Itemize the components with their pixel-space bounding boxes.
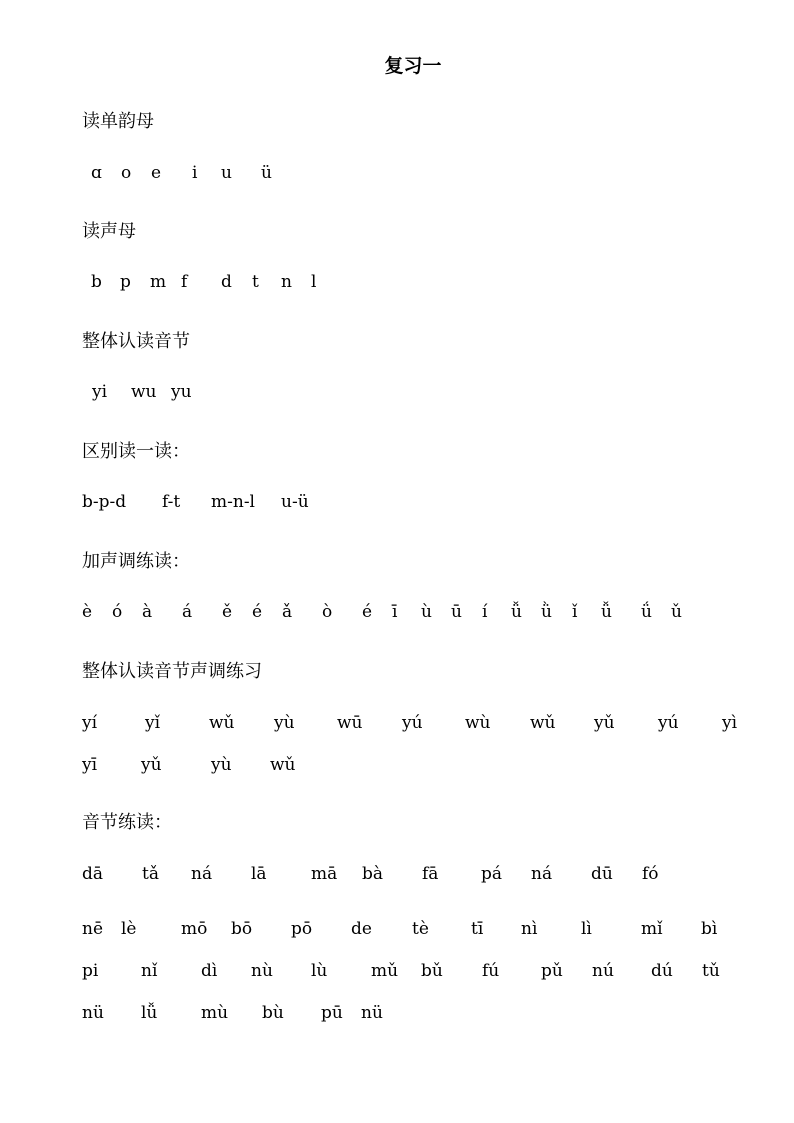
- final-item: i: [192, 163, 198, 183]
- page-title: 复习一: [384, 55, 442, 77]
- practice-item: mā: [311, 864, 338, 884]
- section-heading-whole-syllable-tones: 整体认读音节声调练习: [82, 661, 262, 682]
- practice-item: lè: [121, 919, 137, 939]
- practice-item: tǎ: [142, 864, 159, 884]
- initial-item: l: [311, 272, 317, 292]
- distinguish-item: f-t: [162, 492, 181, 512]
- section-heading-tones: 加声调练读：: [82, 551, 190, 572]
- tone-item: é: [252, 602, 263, 622]
- distinguish-item: u-ü: [281, 492, 309, 512]
- tone-syllable-item: yù: [211, 755, 232, 775]
- practice-item: fó: [642, 864, 659, 884]
- practice-item: fú: [482, 961, 500, 981]
- practice-item: de: [351, 919, 372, 939]
- practice-item: nú: [592, 961, 614, 981]
- tone-item: ǚ: [601, 602, 612, 622]
- section-heading-distinguish: 区别读一读：: [82, 441, 190, 462]
- practice-item: bǔ: [421, 961, 443, 981]
- practice-item: dú: [651, 961, 673, 981]
- section-heading-whole-syllables: 整体认读音节: [82, 331, 190, 352]
- final-item: u: [221, 163, 232, 183]
- practice-item: mō: [181, 919, 208, 939]
- practice-item: pǔ: [541, 961, 563, 981]
- tone-item: ī: [392, 602, 398, 622]
- tone-syllable-item: wǔ: [209, 713, 235, 733]
- practice-item: bō: [231, 919, 253, 939]
- practice-item: nǐ: [141, 961, 158, 981]
- tone-item: à: [142, 602, 153, 622]
- tone-syllable-item: wū: [337, 713, 363, 733]
- tone-item: í: [482, 602, 488, 622]
- distinguish-item: b-p-d: [82, 492, 127, 512]
- tone-syllable-item: yī: [82, 755, 98, 775]
- practice-item: pū: [321, 1003, 343, 1023]
- section-heading-initials: 读声母: [82, 221, 136, 242]
- tone-syllable-item: yí: [82, 713, 98, 733]
- practice-item: mǐ: [641, 919, 663, 939]
- syllable-item: yi: [92, 382, 108, 402]
- tone-item: ǘ: [641, 602, 652, 622]
- practice-item: pō: [291, 919, 313, 939]
- tone-item: ǐ: [572, 602, 578, 622]
- practice-item: nì: [521, 919, 538, 939]
- practice-item: mǔ: [371, 961, 399, 981]
- tone-syllable-item: yú: [402, 713, 423, 733]
- practice-item: ná: [531, 864, 553, 884]
- initial-item: b: [91, 272, 102, 292]
- practice-item: lā: [251, 864, 267, 884]
- tone-item: ǜ: [541, 602, 552, 622]
- practice-item: nù: [251, 961, 273, 981]
- tone-syllable-item: yú: [658, 713, 679, 733]
- syllable-item: wu: [131, 382, 157, 402]
- final-item: e: [151, 163, 162, 183]
- practice-item: dū: [591, 864, 613, 884]
- practice-item: nü: [361, 1003, 383, 1023]
- tone-syllable-item: wǔ: [270, 755, 296, 775]
- practice-item: pi: [82, 961, 99, 981]
- practice-item: nü: [82, 1003, 104, 1023]
- tone-item: ǔ: [671, 602, 682, 622]
- practice-item: mù: [201, 1003, 229, 1023]
- practice-item: lì: [581, 919, 592, 939]
- practice-item: tè: [412, 919, 429, 939]
- tone-item: ó: [112, 602, 123, 622]
- practice-item: fā: [422, 864, 439, 884]
- final-item: ɑ: [91, 163, 102, 183]
- practice-item: tī: [471, 919, 484, 939]
- practice-item: bù: [262, 1003, 284, 1023]
- practice-item: lǚ: [141, 1003, 158, 1023]
- practice-item: tǔ: [702, 961, 720, 981]
- initial-item: n: [281, 272, 292, 292]
- tone-item: ě: [222, 602, 233, 622]
- initial-item: d: [221, 272, 232, 292]
- initial-item: t: [252, 272, 259, 292]
- practice-item: bà: [362, 864, 384, 884]
- tone-item: è: [82, 602, 93, 622]
- tone-item: ǎ: [282, 602, 293, 622]
- practice-item: bì: [701, 919, 718, 939]
- practice-item: pá: [481, 864, 503, 884]
- tone-syllable-item: yù: [274, 713, 295, 733]
- distinguish-item: m-n-l: [211, 492, 255, 512]
- tone-syllable-item: yì: [722, 713, 738, 733]
- tone-item: ò: [322, 602, 333, 622]
- tone-syllable-item: yǐ: [145, 713, 161, 733]
- practice-item: lù: [311, 961, 328, 981]
- section-heading-syllable-practice: 音节练读：: [82, 812, 172, 833]
- practice-item: dì: [201, 961, 218, 981]
- section-heading-single-finals: 读单韵母: [82, 111, 154, 132]
- initial-item: f: [181, 272, 188, 292]
- tone-syllable-item: yǔ: [594, 713, 615, 733]
- tone-syllable-item: wǔ: [530, 713, 556, 733]
- tone-item: ù: [421, 602, 432, 622]
- final-item: ü: [261, 163, 272, 183]
- tone-item: é: [362, 602, 373, 622]
- practice-item: ná: [191, 864, 213, 884]
- final-item: o: [121, 163, 132, 183]
- tone-item: á: [182, 602, 193, 622]
- syllable-item: yu: [171, 382, 192, 402]
- tone-syllable-item: yǔ: [141, 755, 162, 775]
- tone-syllable-item: wù: [465, 713, 491, 733]
- practice-item: dā: [82, 864, 104, 884]
- initial-item: p: [120, 272, 131, 292]
- tone-item: ū: [451, 602, 462, 622]
- practice-item: nē: [82, 919, 104, 939]
- tone-item: ǚ: [511, 602, 522, 622]
- initial-item: m: [150, 272, 167, 292]
